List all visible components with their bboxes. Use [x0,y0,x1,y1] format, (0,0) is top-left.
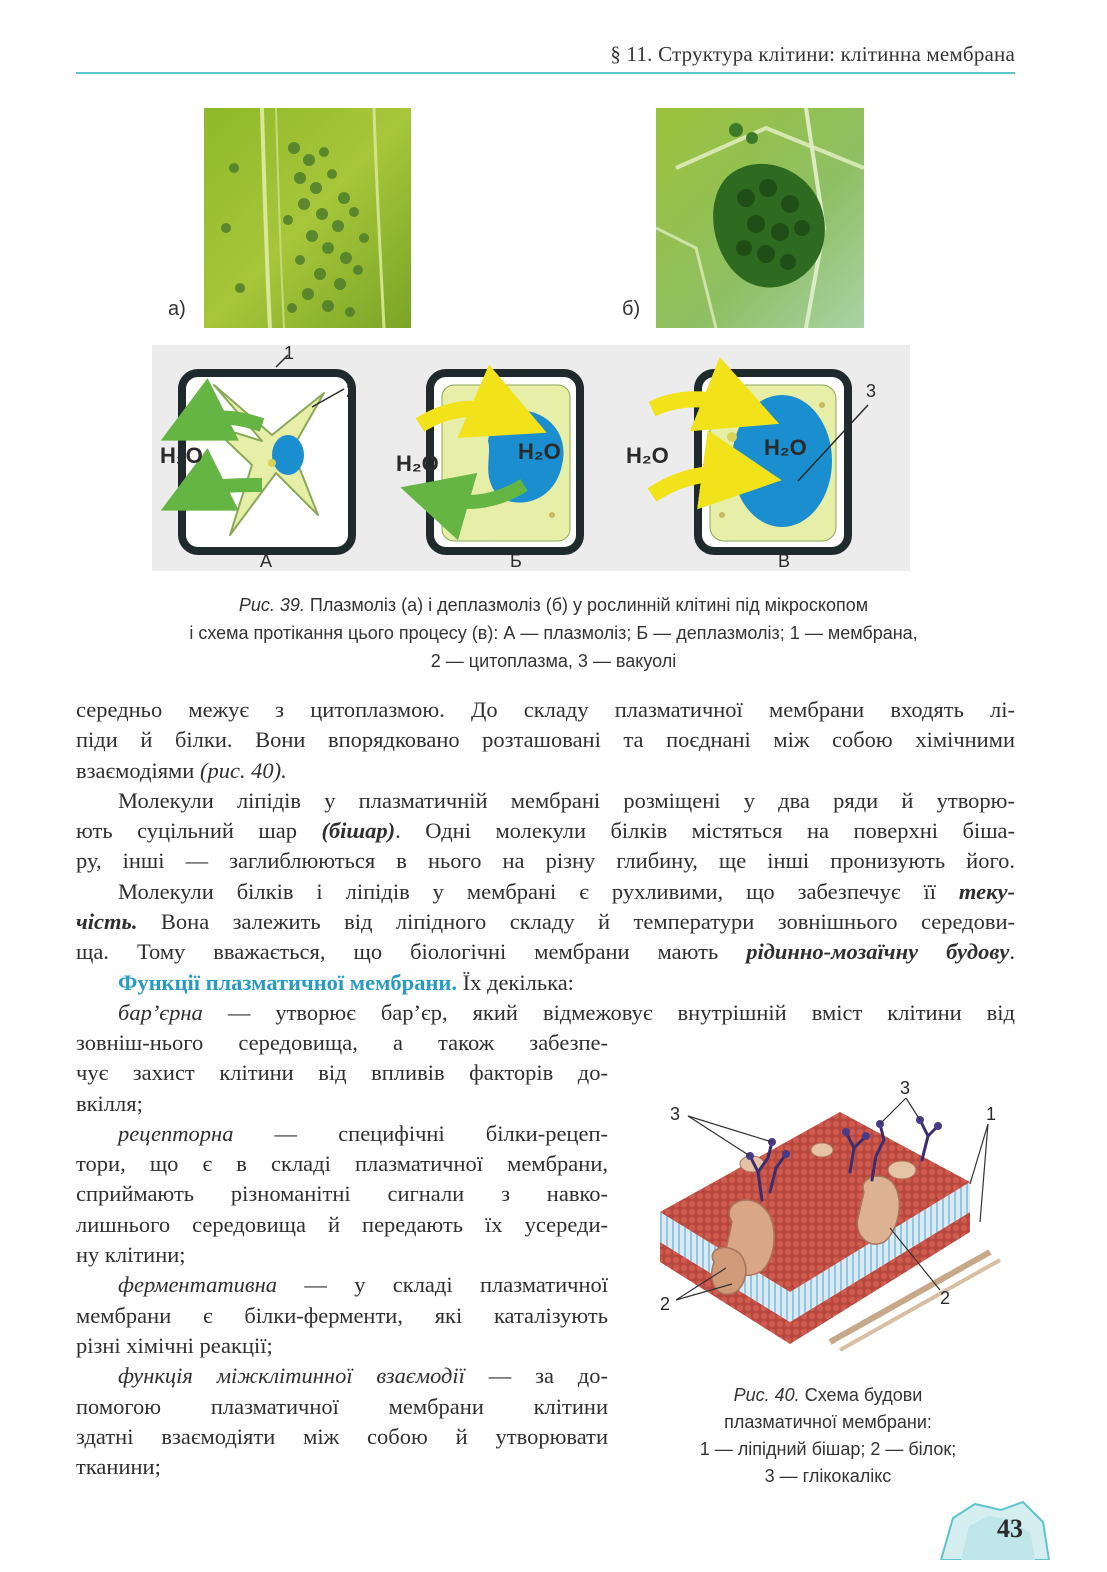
figure-39-number: Рис. 39. [238,595,305,615]
h2o-label-c-inner: H₂O [764,435,807,460]
running-header: § 11. Структура клітини: клітинна мембрана [610,42,1015,66]
main-text-block [76,695,1015,1028]
figure-reference: (рис. 40). [199,757,287,783]
text-line: чує захист клітини від впливів факторів до- [76,1060,608,1086]
text-line: мембрани є білки-ферменти, які каталізують [76,1302,608,1328]
text-span: взаємодіями [76,757,200,783]
text-line: середньо межує з цитоплазмою. До складу плазматичної мембрани входять лі- [76,697,1015,722]
term-receptor: рецепторна [118,1120,234,1146]
text-span: ють суцільний шар [76,818,322,844]
text-line: ру, інші — заглиблюються в нього на різну глибину, ще інші пронизують його. [76,848,1015,874]
cell-a [160,345,356,571]
h2o-label-a: H₂O [160,443,203,468]
term-fluid-mosaic: рідинно-мозаїчну будову [746,939,1010,965]
photo-b-label: б) [622,298,641,320]
text-span: . [1009,939,1016,965]
text-span: — специфічні білки-рецеп- [233,1120,608,1146]
text-span: Їх декілька: [457,969,574,995]
text-span: — утворює бар’єр, який відмежовує внутрішній вміст клітини від [202,999,1015,1025]
term-bilayer: (бішар) [321,818,396,844]
text-line: ну клітини; [76,1242,186,1268]
term-barrier: бар’єрна [118,999,203,1025]
text-line: здатні взаємодіяти між собою й утворювати [76,1423,608,1449]
caption40-line1: Схема будови [799,1385,923,1405]
plasmolysis-scheme [152,345,910,571]
caption40-line4: 3 — глікокалікс [764,1466,892,1486]
caption39-line2: і схема протікання цього процесу (в): А — плазмоліз; Б — деплазмоліз; 1 — мембрана, [189,623,918,643]
label-protein-right: 2 [940,1288,951,1308]
deplasmolysis-photo [656,108,864,328]
text-span: Молекули білків і ліпідів у мембрані є рухливими, що забезпечує її [118,878,959,904]
header-rule [76,72,1015,74]
caption40-line2: плазматичної мембрани: [724,1412,932,1432]
label-membrane: 1 [284,345,295,363]
text-line: помогою плазматичної мембрани клітини [76,1393,608,1419]
stage-b-label: Б [510,551,522,571]
text-line: піди й білки. Вони впорядковано розташовані та поєднані між собою хімічними [76,727,1015,753]
cell-b [396,373,580,571]
text-line: різні хімічні реакції; [76,1332,273,1358]
text-span: — у складі плазматичної [277,1272,608,1298]
section-heading: Функції плазматичної мембрани. [118,969,457,995]
h2o-label-b: H₂O [396,451,439,476]
label-glycocalyx-left: 3 [670,1104,681,1124]
label-vacuole: 3 [866,381,877,401]
text-span: . Одні молекули білків містяться на поверхні біша- [395,818,1016,844]
term-fluidity: теку- [958,878,1015,904]
text-line: Молекули ліпідів у плазматичній мембрані розміщені у два ряди й утворю- [118,787,1015,813]
term-enzymatic: ферментативна [118,1272,278,1298]
label-glycocalyx-right: 3 [900,1078,911,1098]
label-lipid-bilayer: 1 [986,1104,997,1124]
h2o-label-b-inner: H₂O [518,439,561,464]
text-line: вкілля; [76,1090,143,1116]
text-span: ща. Тому вважається, що біологічні мембрани мають [76,939,747,965]
caption39-line3: 2 — цитоплазма, 3 — вакуолі [430,651,677,671]
membrane-model-figure [640,1072,1020,1362]
label-cytoplasm: 2 [346,381,357,401]
page-number-badge [931,1500,1051,1560]
plasmolysis-photo [204,108,411,328]
term-intercellular: функція міжклітинної взаємодії [118,1363,465,1389]
caption39-line1: Плазмоліз (а) і деплазмоліз (б) у рослинній клітині під мікроскопом [304,595,869,615]
term-fluidity-end: чість. [76,909,138,935]
figure-39-caption [76,591,1031,675]
column-text-block [76,1028,608,1482]
figure-40-caption [648,1382,1008,1490]
label-protein-left: 2 [660,1294,671,1314]
page-number: 43 [997,1514,1023,1543]
text-line: лишнього середовища й передають їх усереди- [76,1211,608,1237]
text-line: тканини; [76,1454,161,1480]
photo-a-label: а) [168,298,186,320]
stage-c-label: В [778,551,791,571]
text-line: зовніш-нього середовища, а також забезпе- [76,1030,608,1055]
caption40-line3: 1 — ліпідний бішар; 2 — білок; [699,1439,957,1459]
stage-a-label: А [260,551,273,571]
text-span: Вона залежить від ліпідного складу й температури зовнішнього середови- [137,909,1015,935]
text-line: сприймають різноманітні сигнали з навко- [76,1181,608,1207]
text-span: — за до- [464,1363,608,1389]
cell-c [626,373,876,571]
h2o-label-c: H₂O [626,443,669,468]
text-line: тори, що є в складі плазматичної мембрани, [76,1151,608,1177]
figure-40-number: Рис. 40. [733,1385,800,1405]
